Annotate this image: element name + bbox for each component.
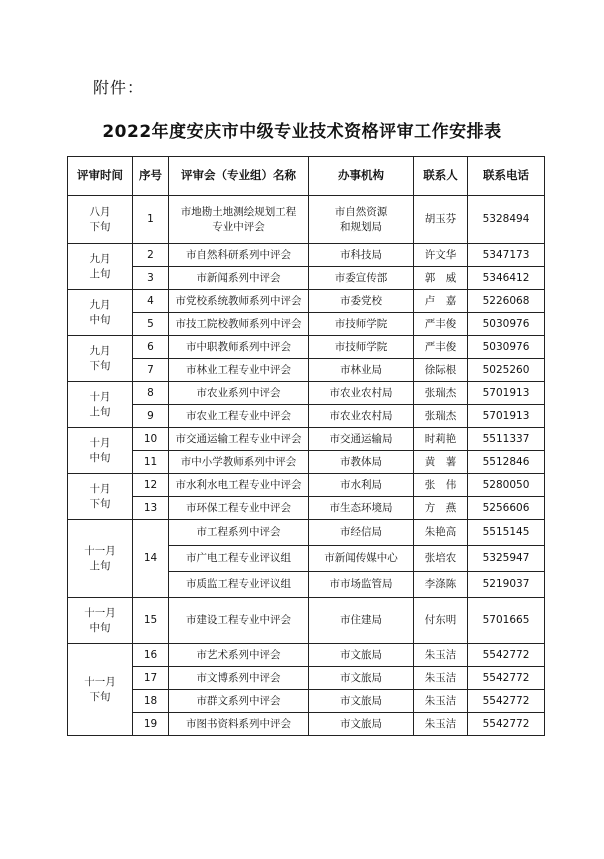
no-cell: 6 xyxy=(133,336,169,359)
phone-cell: 5542772 xyxy=(468,667,545,690)
contact-cell: 朱玉洁 xyxy=(414,667,468,690)
table-row xyxy=(68,474,545,497)
no-cell: 17 xyxy=(133,667,169,690)
no-cell: 1 xyxy=(133,196,169,244)
org-cell: 市农业农村局 xyxy=(309,405,414,428)
attachment-label: 附件： xyxy=(93,78,145,97)
no-cell: 2 xyxy=(133,244,169,267)
org-cell: 市委宣传部 xyxy=(309,267,414,290)
name-cell: 市环保工程专业中评会 xyxy=(169,497,309,520)
time-cell: 十月 上旬 xyxy=(68,382,133,428)
phone-cell: 5542772 xyxy=(468,713,545,736)
table-row xyxy=(68,290,545,313)
table-row xyxy=(68,405,545,428)
name-cell: 市文博系列中评会 xyxy=(169,667,309,690)
table-row xyxy=(68,359,545,382)
contact-cell: 时莉艳 xyxy=(414,428,468,451)
name-cell: 市中小学教师系列中评会 xyxy=(169,451,309,474)
name-cell: 市建设工程专业中评会 xyxy=(169,598,309,644)
org-cell: 市委党校 xyxy=(309,290,414,313)
schedule-table xyxy=(67,156,545,736)
table-row xyxy=(68,713,545,736)
name-cell: 市艺术系列中评会 xyxy=(169,644,309,667)
contact-cell: 李涤陈 xyxy=(414,572,468,598)
table-row xyxy=(68,313,545,336)
no-cell: 18 xyxy=(133,690,169,713)
header-row xyxy=(68,157,545,196)
phone-cell: 5025260 xyxy=(468,359,545,382)
name-cell: 市水利水电工程专业中评会 xyxy=(169,474,309,497)
time-cell: 九月 上旬 xyxy=(68,244,133,290)
time-cell: 十月 下旬 xyxy=(68,474,133,520)
header-org: 办事机构 xyxy=(309,157,414,196)
contact-cell: 许文华 xyxy=(414,244,468,267)
phone-cell: 5701665 xyxy=(468,598,545,644)
contact-cell: 张 伟 xyxy=(414,474,468,497)
table-row xyxy=(68,598,545,644)
no-cell: 3 xyxy=(133,267,169,290)
phone-cell: 5030976 xyxy=(468,313,545,336)
time-cell: 九月 下旬 xyxy=(68,336,133,382)
table-row xyxy=(68,196,545,244)
org-cell: 市科技局 xyxy=(309,244,414,267)
contact-cell: 卢 嘉 xyxy=(414,290,468,313)
table-row xyxy=(68,497,545,520)
org-cell: 市经信局 xyxy=(309,520,414,546)
no-cell: 9 xyxy=(133,405,169,428)
phone-cell: 5701913 xyxy=(468,405,545,428)
name-cell: 市新闻系列中评会 xyxy=(169,267,309,290)
time-cell: 十月 中旬 xyxy=(68,428,133,474)
name-cell: 市质监工程专业评议组 xyxy=(169,572,309,598)
table-row xyxy=(68,428,545,451)
org-cell: 市技师学院 xyxy=(309,313,414,336)
name-cell: 市党校系统教师系列中评会 xyxy=(169,290,309,313)
contact-cell: 徐际根 xyxy=(414,359,468,382)
name-cell: 市农业系列中评会 xyxy=(169,382,309,405)
org-cell: 市生态环境局 xyxy=(309,497,414,520)
no-cell: 15 xyxy=(133,598,169,644)
phone-cell: 5346412 xyxy=(468,267,545,290)
name-cell: 市图书资料系列中评会 xyxy=(169,713,309,736)
org-cell: 市文旅局 xyxy=(309,667,414,690)
contact-cell: 郭 威 xyxy=(414,267,468,290)
contact-cell: 严丰俊 xyxy=(414,313,468,336)
contact-cell: 方 燕 xyxy=(414,497,468,520)
name-cell: 市广电工程专业评议组 xyxy=(169,546,309,572)
phone-cell: 5219037 xyxy=(468,572,545,598)
time-cell: 八月 下旬 xyxy=(68,196,133,244)
no-cell: 19 xyxy=(133,713,169,736)
document-title: 2022年度安庆市中级专业技术资格评审工作安排表 xyxy=(102,122,502,142)
org-cell: 市林业局 xyxy=(309,359,414,382)
name-cell: 市工程系列中评会 xyxy=(169,520,309,546)
phone-cell: 5542772 xyxy=(468,690,545,713)
header-time: 评审时间 xyxy=(68,157,133,196)
table-row xyxy=(68,644,545,667)
table-row xyxy=(68,451,545,474)
org-cell: 市文旅局 xyxy=(309,690,414,713)
name-cell: 市交通运输工程专业中评会 xyxy=(169,428,309,451)
name-cell: 市技工院校教师系列中评会 xyxy=(169,313,309,336)
table-row xyxy=(68,267,545,290)
contact-cell: 胡玉芬 xyxy=(414,196,468,244)
org-cell: 市文旅局 xyxy=(309,644,414,667)
org-cell: 市农业农村局 xyxy=(309,382,414,405)
name-cell: 市群文系列中评会 xyxy=(169,690,309,713)
time-cell: 九月 中旬 xyxy=(68,290,133,336)
phone-cell: 5226068 xyxy=(468,290,545,313)
phone-cell: 5347173 xyxy=(468,244,545,267)
phone-cell: 5256606 xyxy=(468,497,545,520)
no-cell: 5 xyxy=(133,313,169,336)
time-cell: 十一月 下旬 xyxy=(68,644,133,736)
org-cell: 市文旅局 xyxy=(309,713,414,736)
phone-cell: 5325947 xyxy=(468,546,545,572)
org-cell: 市自然资源 和规划局 xyxy=(309,196,414,244)
contact-cell: 张瑞杰 xyxy=(414,382,468,405)
phone-cell: 5030976 xyxy=(468,336,545,359)
header-contact: 联系人 xyxy=(414,157,468,196)
contact-cell: 严丰俊 xyxy=(414,336,468,359)
phone-cell: 5701913 xyxy=(468,382,545,405)
no-cell: 11 xyxy=(133,451,169,474)
no-cell: 16 xyxy=(133,644,169,667)
name-cell: 市林业工程专业中评会 xyxy=(169,359,309,382)
org-cell: 市市场监管局 xyxy=(309,572,414,598)
contact-cell: 黄 薯 xyxy=(414,451,468,474)
contact-cell: 朱艳高 xyxy=(414,520,468,546)
no-cell: 7 xyxy=(133,359,169,382)
phone-cell: 5328494 xyxy=(468,196,545,244)
contact-cell: 张培农 xyxy=(414,546,468,572)
contact-cell: 张瑞杰 xyxy=(414,405,468,428)
org-cell: 市水利局 xyxy=(309,474,414,497)
contact-cell: 朱玉洁 xyxy=(414,713,468,736)
org-cell: 市交通运输局 xyxy=(309,428,414,451)
phone-cell: 5512846 xyxy=(468,451,545,474)
table-row xyxy=(68,382,545,405)
table-row xyxy=(68,690,545,713)
header-phone: 联系电话 xyxy=(468,157,545,196)
table-row xyxy=(68,667,545,690)
org-cell: 市新闻传媒中心 xyxy=(309,546,414,572)
org-cell: 市技师学院 xyxy=(309,336,414,359)
name-cell: 市农业工程专业中评会 xyxy=(169,405,309,428)
phone-cell: 5542772 xyxy=(468,644,545,667)
contact-cell: 朱玉洁 xyxy=(414,644,468,667)
time-cell: 十一月 中旬 xyxy=(68,598,133,644)
header-name: 评审会（专业组）名称 xyxy=(169,157,309,196)
org-cell: 市教体局 xyxy=(309,451,414,474)
no-cell: 8 xyxy=(133,382,169,405)
no-cell: 10 xyxy=(133,428,169,451)
phone-cell: 5511337 xyxy=(468,428,545,451)
header-no: 序号 xyxy=(133,157,169,196)
name-cell: 市中职教师系列中评会 xyxy=(169,336,309,359)
name-cell: 市自然科研系列中评会 xyxy=(169,244,309,267)
phone-cell: 5280050 xyxy=(468,474,545,497)
time-cell: 十一月 上旬 xyxy=(68,520,133,598)
no-cell: 13 xyxy=(133,497,169,520)
name-cell: 市地勘土地测绘规划工程 专业中评会 xyxy=(169,196,309,244)
no-cell: 4 xyxy=(133,290,169,313)
phone-cell: 5515145 xyxy=(468,520,545,546)
contact-cell: 付东明 xyxy=(414,598,468,644)
table-row xyxy=(68,244,545,267)
contact-cell: 朱玉洁 xyxy=(414,690,468,713)
no-cell: 12 xyxy=(133,474,169,497)
table-row xyxy=(68,520,545,546)
no-cell: 14 xyxy=(133,520,169,598)
org-cell: 市住建局 xyxy=(309,598,414,644)
table-row xyxy=(68,336,545,359)
